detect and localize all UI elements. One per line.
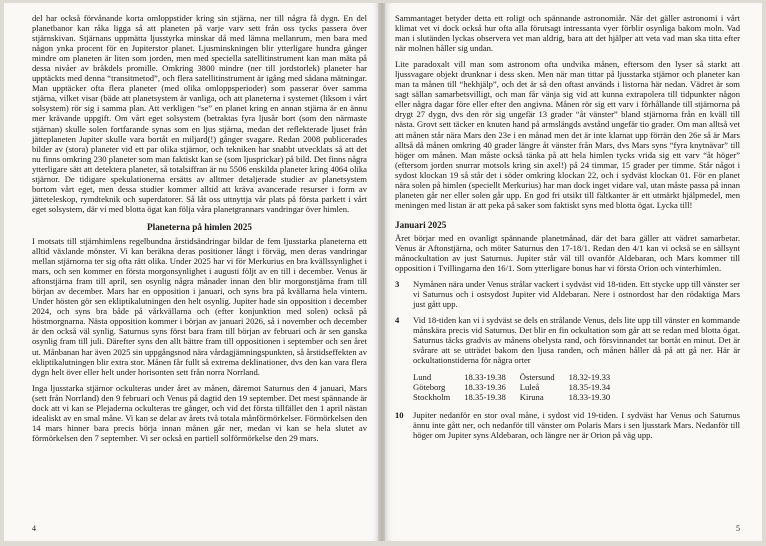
day-entry — [395, 279, 740, 309]
table-row — [413, 392, 624, 402]
time-cell: 18.35-19.38 — [464, 391, 506, 402]
city-cell: Lund — [413, 371, 432, 382]
body-paragraph: del har också förvånande korta omloppstider kring sin stjärna, ner till några få dygn. En del planetbanor kan råka ligga så att planeten på varje varv sett från oss tycks passera över stjärnskivan. Stjärnans uppmätta ljusstyrka minskar då med lämna mellanrum, men bara med någon ynka procent för en Jupiterstor planet. Ljusminskningen blir ytterligare hundra gånger mindre om planeten är liten som jorden, men med speciella satellitinstrument kan man mäta på dessa nivåer av bråkdels promille. Omkring 3800 mindre (ner till jordstorlek) planeter har upptäckts med denna “transitmetod”, och flera satellitinstrument är igång med sådana mätningar. Man upptäcker ofta flera planeter (med olika omloppsperioder) som passerar över samma stjärna, vilket visar (bäde att planetsystem är vanliga, och att planeterna i systemet (liksom i vårt solsystem) rör sig i samma plan. Att verkligen “se” en planet kring en annan stjärna är en ännu mer krävande uppgift. Om vårt eget solsystem (betraktas fyra ljusår bort (som den närmaste stjärnan) skulle solen fortfarande synas som en ljus stjärna, medan det reflekterade ljuset från jätteplaneten Jupiter skulle vara bortåt en miljard(!) gånger svagare. Redan 2008 publicerades bilder av (stora) planeter vid ett par olika stjärnor, och tekniken har snabbt utvecklats så att det nu finns omkring 230 planeter som man faktiskt kan se (som ljusprickar) på bild. Det finns några ytterligare sätt att detektera planeter, så totalsiffran är nu 5506 enskilda planeter kring 4064 olika stjärnor. De tidigare spekulationerna ersätts av alltmer detaljerade studier av planetsystem bortom vårt eget, men dessa studier kommer alltid att kräva avancerade resurser i form av jätteteleskop, rymdteknik och superdatorer. Så låt oss uttnyttja vår plats på första parkett i vårt eget solsystem, där vi med blotta ögat kan följa våra planetgrannars vandringar över himlen. — [32, 13, 367, 214]
city-cell: Luleå — [519, 381, 540, 392]
city-cell: Kiruna — [519, 391, 544, 402]
city-cell: Göteborg — [413, 381, 446, 392]
occultation-times-table — [413, 372, 624, 402]
day-text: Nymånen nära under Venus strålar vackert i sydväst vid 18-tiden. Ett stycke upp till vänster ser vi Saturnus och i ostsydost Jupiter vid Aldebaran. Nere i ostnordost har den rödaktiga Mars just gått upp. — [413, 279, 740, 310]
table-row — [413, 372, 624, 382]
day-text: Jupiter nedanför en stor oval måne, i sydost vid 19-tiden. I sydväst har Venus och Saturnus ännu inte gått ner, och nedanför till vänster om Polaris Mars i sen ljusstark Mars. Nedanför till höger om Jupiter syns Aldebaran, och längre ner är Orion på väg upp. — [413, 409, 740, 440]
month-intro: Året börjar med en ovanligt spännande planetmånad, där det bara gäller att vädret samarbetar. Venus är Aftonstjärna, och möter Saturnus den 17-18/1. Redan den 4/1 kan vi också se en sällsynt månockultation av just Saturnus. Jupiter står väl till ovanför Aldebaran, och Mars kommer till opposition i Tvillingarna den 16/1. Som ytterligare bonus har vi första Orion och vinterhimlen. — [395, 232, 740, 274]
right-page — [385, 3, 762, 541]
time-cell: 18.33-19.36 — [464, 381, 506, 392]
day-number: 10 — [395, 409, 404, 420]
left-column — [32, 13, 367, 521]
body-paragraph: Sammantaget betyder detta ett roligt och spännande astronomiår. När det gäller astronomi i vårt klimat vet vi dock också hur ofta alla förutsagt intressanta vyer förblir osynliga bakom moln. Vad man i slutänden lyckas observera vet man aldrig, bara att det hjälper att veta vad man ska titta efter när molnen håller sig undan. — [395, 13, 740, 54]
month-heading: Januari 2025 — [395, 219, 447, 230]
table-row — [413, 382, 624, 392]
section-heading: Planeterna på himlen 2025 — [147, 221, 252, 232]
time-cell: 18.32-19.33 — [568, 371, 611, 382]
page-number: 5 — [736, 524, 740, 533]
left-page — [4, 3, 379, 541]
body-paragraph: Lite paradoxalt vill man som astronom ofta undvika månen, eftersom den lyser så starkt att ljussvagare objekt drunknar i dess sken. Men när man tittar på ljusstarka stjärnor och planeter kan man ta månen till “hekhjälp”, och det är så den oftast används i listorna här nedan. Vädret är som sagt sällan samarbetsvilligt, och man får vänja sig vid att kunna extrapolera till tidpunkter någon eller några dagar före eller efter den angivna. Månen rör sig ett varv i förhållande till stjärnorna på drygt 27 dygn, dvs den rör sig ungefär 13 grader “åt vänster” bland stjärnorna från en kväll till nästa. Grovt sett täcker en knuten hand på armslängds avstånd ungefär tio grader. Om man alltså vet att månen står nära Mars den 23e i en månad men det är inte klarnat upp förrän den 26e så är Mars alltså då månen omkring 40 grader längre åt vänster från Mars, dvs Mars syns “fyra knytnävar” till höger om månen. Man måste också tänka på att hela himlen tycks vrida sig ett varv “åt höger” (eftersom jorden snurrar motsols kring sin axel!) på 24 timmar, 15 grader per timme. Står något i sydost klockan 19 så står det i söder omkring klockan 22, och i sydväst klockan 01. För en planet nära solen på himlen (speciellt Merkurius) har man dock inget vidare val, utan måste passa på innan planeten går ner eller solen går upp. En god fri utsikt till fältkanter är ett utmärkt hjälpmedel, men meningen med listan är att peka på saker som faktiskt syns med blotta ögat. Lycka till! — [395, 59, 740, 210]
day-text: Vid 18-tiden kan vi i sydväst se dels en strålande Venus, dels lite upp till vänster en kommande månskära precis vid Saturnus. Det blir en fin ockultation som går att se redan med blotta ögat. Saturnus täcks gradvis av månens obelysta rand, och försvinnandet tar bortåt en minut. Det är svårare att se utträdet bakom den ljusa randen, och månen håller då på att gå ner. Här är ockultationstiderna för några orter — [413, 315, 740, 366]
day-number: 3 — [395, 279, 400, 290]
city-cell: Stockholm — [413, 391, 451, 402]
right-column — [395, 13, 740, 521]
day-entry — [395, 315, 740, 365]
city-cell: Östersund — [519, 371, 555, 382]
day-number: 4 — [395, 315, 400, 326]
page-number: 4 — [32, 524, 36, 533]
body-paragraph: Inga ljusstarka stjärnor ockulteras under året av månen, däremot Saturnus den 4 januari, Mars (sett från Norrland) den 9 februari och Venus på dagtid den 19 september. Det mest spännande är dock att vi kan se Plejaderna ockulteras tre gånger, och vid det första tillfället den 1 april nästan idealiskt av en smal måne. Vi kan se delar av årets två totala månförmörkelser. Förmörkelsen den 14 mars hinner bara precis börja innan månen går ner, medan vi kan se hela slutet av förmörkelsen den 7 september. Vi ser också en partiell solförmörkelse den 29 mars. — [32, 382, 367, 443]
time-cell: 18.33-19.38 — [464, 371, 506, 382]
time-cell: 18.33-19.30 — [568, 391, 611, 402]
body-paragraph: I motsats till stjärnhimlens regelbundna årstidsändringar bildar de fem ljusstarka planeterna ett alltid växlande mönster. Vi kan beräkna deras positioner långt i förväg, men deras vandringar mellan stjärnorna ter sig ofta rätt olika. Under 2025 har vi för Merkurius en bra kvällssynlighet i mars, och sen kommer en första morgonsynlighet i augusti följt av en till i december. Venus är aftonstjärna fram till april, sen osynlig några månader innan den blir morgonstjärna fram till början av december. Mars har en opposition i januari, och syns bra på kvällarna hela vintern. Under hösten gör sen ekliptikalutningen den helt osynlig. Jupiter hade sin opposition i december 2024, och syns bra både på vårkvällarna och (efter konjunktion med solen) också på höstmorgnarna. Nästa opposition kommer i början av januari 2026, så i november och december är den också väl synlig. Saturnus syns först bara fram till början av februari och är sen ganska osynlig fram till juli. Därefter syns den allt bättre fram till oppositionen i september och sen året ut. Månbanan har även 2025 sin uppgångsnod nära vårdagjämningspunkten, så årstidseffekten av ekliptikalutningen blir extra stor. Månen får fullt så extrema deklinationer, dvs den kan vara flera dygn helt över eller helt under horisonten sett från norra Norrland. — [32, 235, 367, 377]
day-entry — [395, 410, 740, 440]
time-cell: 18.35-19.34 — [568, 381, 611, 392]
